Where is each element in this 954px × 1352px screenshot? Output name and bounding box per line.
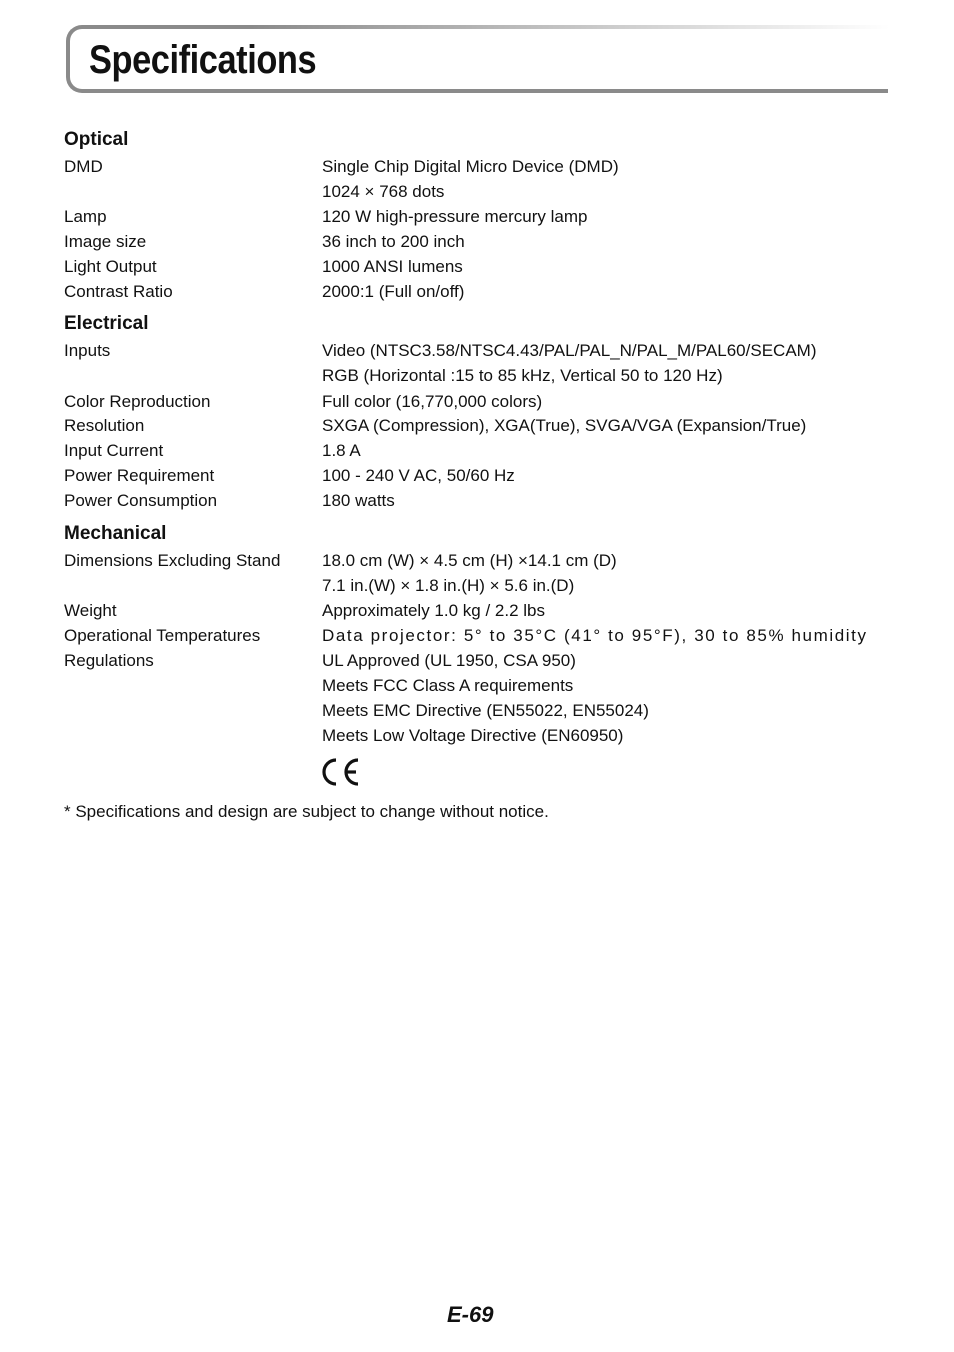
spec-value: RGB (Horizontal :15 to 85 kHz, Vertical 50 to 120 Hz) bbox=[322, 366, 723, 385]
spec-value: 120 W high-pressure mercury lamp bbox=[322, 207, 588, 226]
spec-row-dmd-resolution bbox=[64, 179, 894, 204]
spec-label: Power Consumption bbox=[64, 491, 218, 510]
spec-row-color-reproduction bbox=[64, 389, 894, 414]
section-heading-electrical: Electrical bbox=[64, 313, 149, 334]
spec-label: Regulations bbox=[64, 651, 154, 670]
spec-label: Dimensions Excluding Stand bbox=[64, 551, 281, 570]
spec-row-inputs-rgb bbox=[64, 363, 894, 388]
spec-value: UL Approved (UL 1950, CSA 950) bbox=[322, 651, 576, 670]
spec-value: Full color (16,770,000 colors) bbox=[322, 392, 543, 411]
spec-value: 7.1 in.(W) × 1.8 in.(H) × 5.6 in.(D) bbox=[322, 576, 575, 595]
spec-value: 2000:1 (Full on/off) bbox=[322, 282, 465, 301]
spec-row-power-requirement bbox=[64, 463, 894, 488]
spec-value: 1.8 A bbox=[322, 441, 361, 460]
section-heading-optical: Optical bbox=[64, 129, 129, 150]
spec-label: Power Requirement bbox=[64, 466, 215, 485]
spec-label: Color Reproduction bbox=[64, 392, 211, 411]
spec-row-inputs bbox=[64, 338, 894, 363]
spec-label: Input Current bbox=[64, 441, 164, 460]
spec-row-resolution bbox=[64, 413, 894, 438]
spec-label: Weight bbox=[64, 601, 117, 620]
page-number: E-69 bbox=[447, 1302, 494, 1327]
spec-row-light-output bbox=[64, 254, 894, 279]
spec-label: Operational Temperatures bbox=[64, 626, 261, 645]
spec-row-regulations-low-voltage bbox=[64, 723, 894, 748]
footnote: * Specifications and design are subject to change without notice. bbox=[64, 802, 549, 821]
spec-value: 1024 × 768 dots bbox=[322, 182, 445, 201]
spec-row-operational-temperatures bbox=[64, 623, 894, 648]
spec-row-dmd bbox=[64, 154, 894, 179]
spec-label: Resolution bbox=[64, 416, 145, 435]
spec-value: Meets EMC Directive (EN55022, EN55024) bbox=[322, 701, 649, 720]
spec-row-image-size bbox=[64, 229, 894, 254]
spec-value: Video (NTSC3.58/NTSC4.43/PAL/PAL_N/PAL_M/PAL60/SECAM) bbox=[322, 341, 817, 360]
spec-row-contrast-ratio bbox=[64, 279, 894, 304]
spec-label: Contrast Ratio bbox=[64, 282, 173, 301]
spec-value: 100 - 240 V AC, 50/60 Hz bbox=[322, 466, 515, 485]
spec-row-weight bbox=[64, 598, 894, 623]
spec-value: 36 inch to 200 inch bbox=[322, 232, 465, 251]
spec-label: Inputs bbox=[64, 341, 111, 360]
spec-label: Light Output bbox=[64, 257, 157, 276]
spec-value: SXGA (Compression), XGA(True), SVGA/VGA (Expansion/True) bbox=[322, 416, 807, 435]
spec-value: Meets FCC Class A requirements bbox=[322, 676, 574, 695]
spec-row-power-consumption bbox=[64, 488, 894, 513]
spec-row-input-current bbox=[64, 438, 894, 463]
spec-row-regulations-fcc bbox=[64, 673, 894, 698]
spec-value: Data projector: 5° to 35°C (41° to 95°F), 30 to 85% humidity bbox=[322, 626, 868, 645]
spec-row-regulations-emc bbox=[64, 698, 894, 723]
spec-row-lamp bbox=[64, 204, 894, 229]
spec-label: Image size bbox=[64, 232, 147, 251]
spec-row-dimensions bbox=[64, 548, 894, 573]
ce-mark-icon bbox=[320, 756, 362, 788]
page-title: Specifications bbox=[89, 38, 317, 82]
spec-value: 180 watts bbox=[322, 491, 395, 510]
spec-value: 1000 ANSI lumens bbox=[322, 257, 463, 276]
spec-value: Approximately 1.0 kg / 2.2 lbs bbox=[322, 601, 546, 620]
spec-row-dimensions-inches bbox=[64, 573, 894, 598]
spec-label: Lamp bbox=[64, 207, 107, 226]
section-heading-mechanical: Mechanical bbox=[64, 523, 167, 544]
spec-value: Meets Low Voltage Directive (EN60950) bbox=[322, 726, 624, 745]
spec-value: 18.0 cm (W) × 4.5 cm (H) ×14.1 cm (D) bbox=[322, 551, 617, 570]
spec-row-regulations bbox=[64, 648, 894, 673]
spec-value: Single Chip Digital Micro Device (DMD) bbox=[322, 157, 619, 176]
spec-label: DMD bbox=[64, 157, 103, 176]
